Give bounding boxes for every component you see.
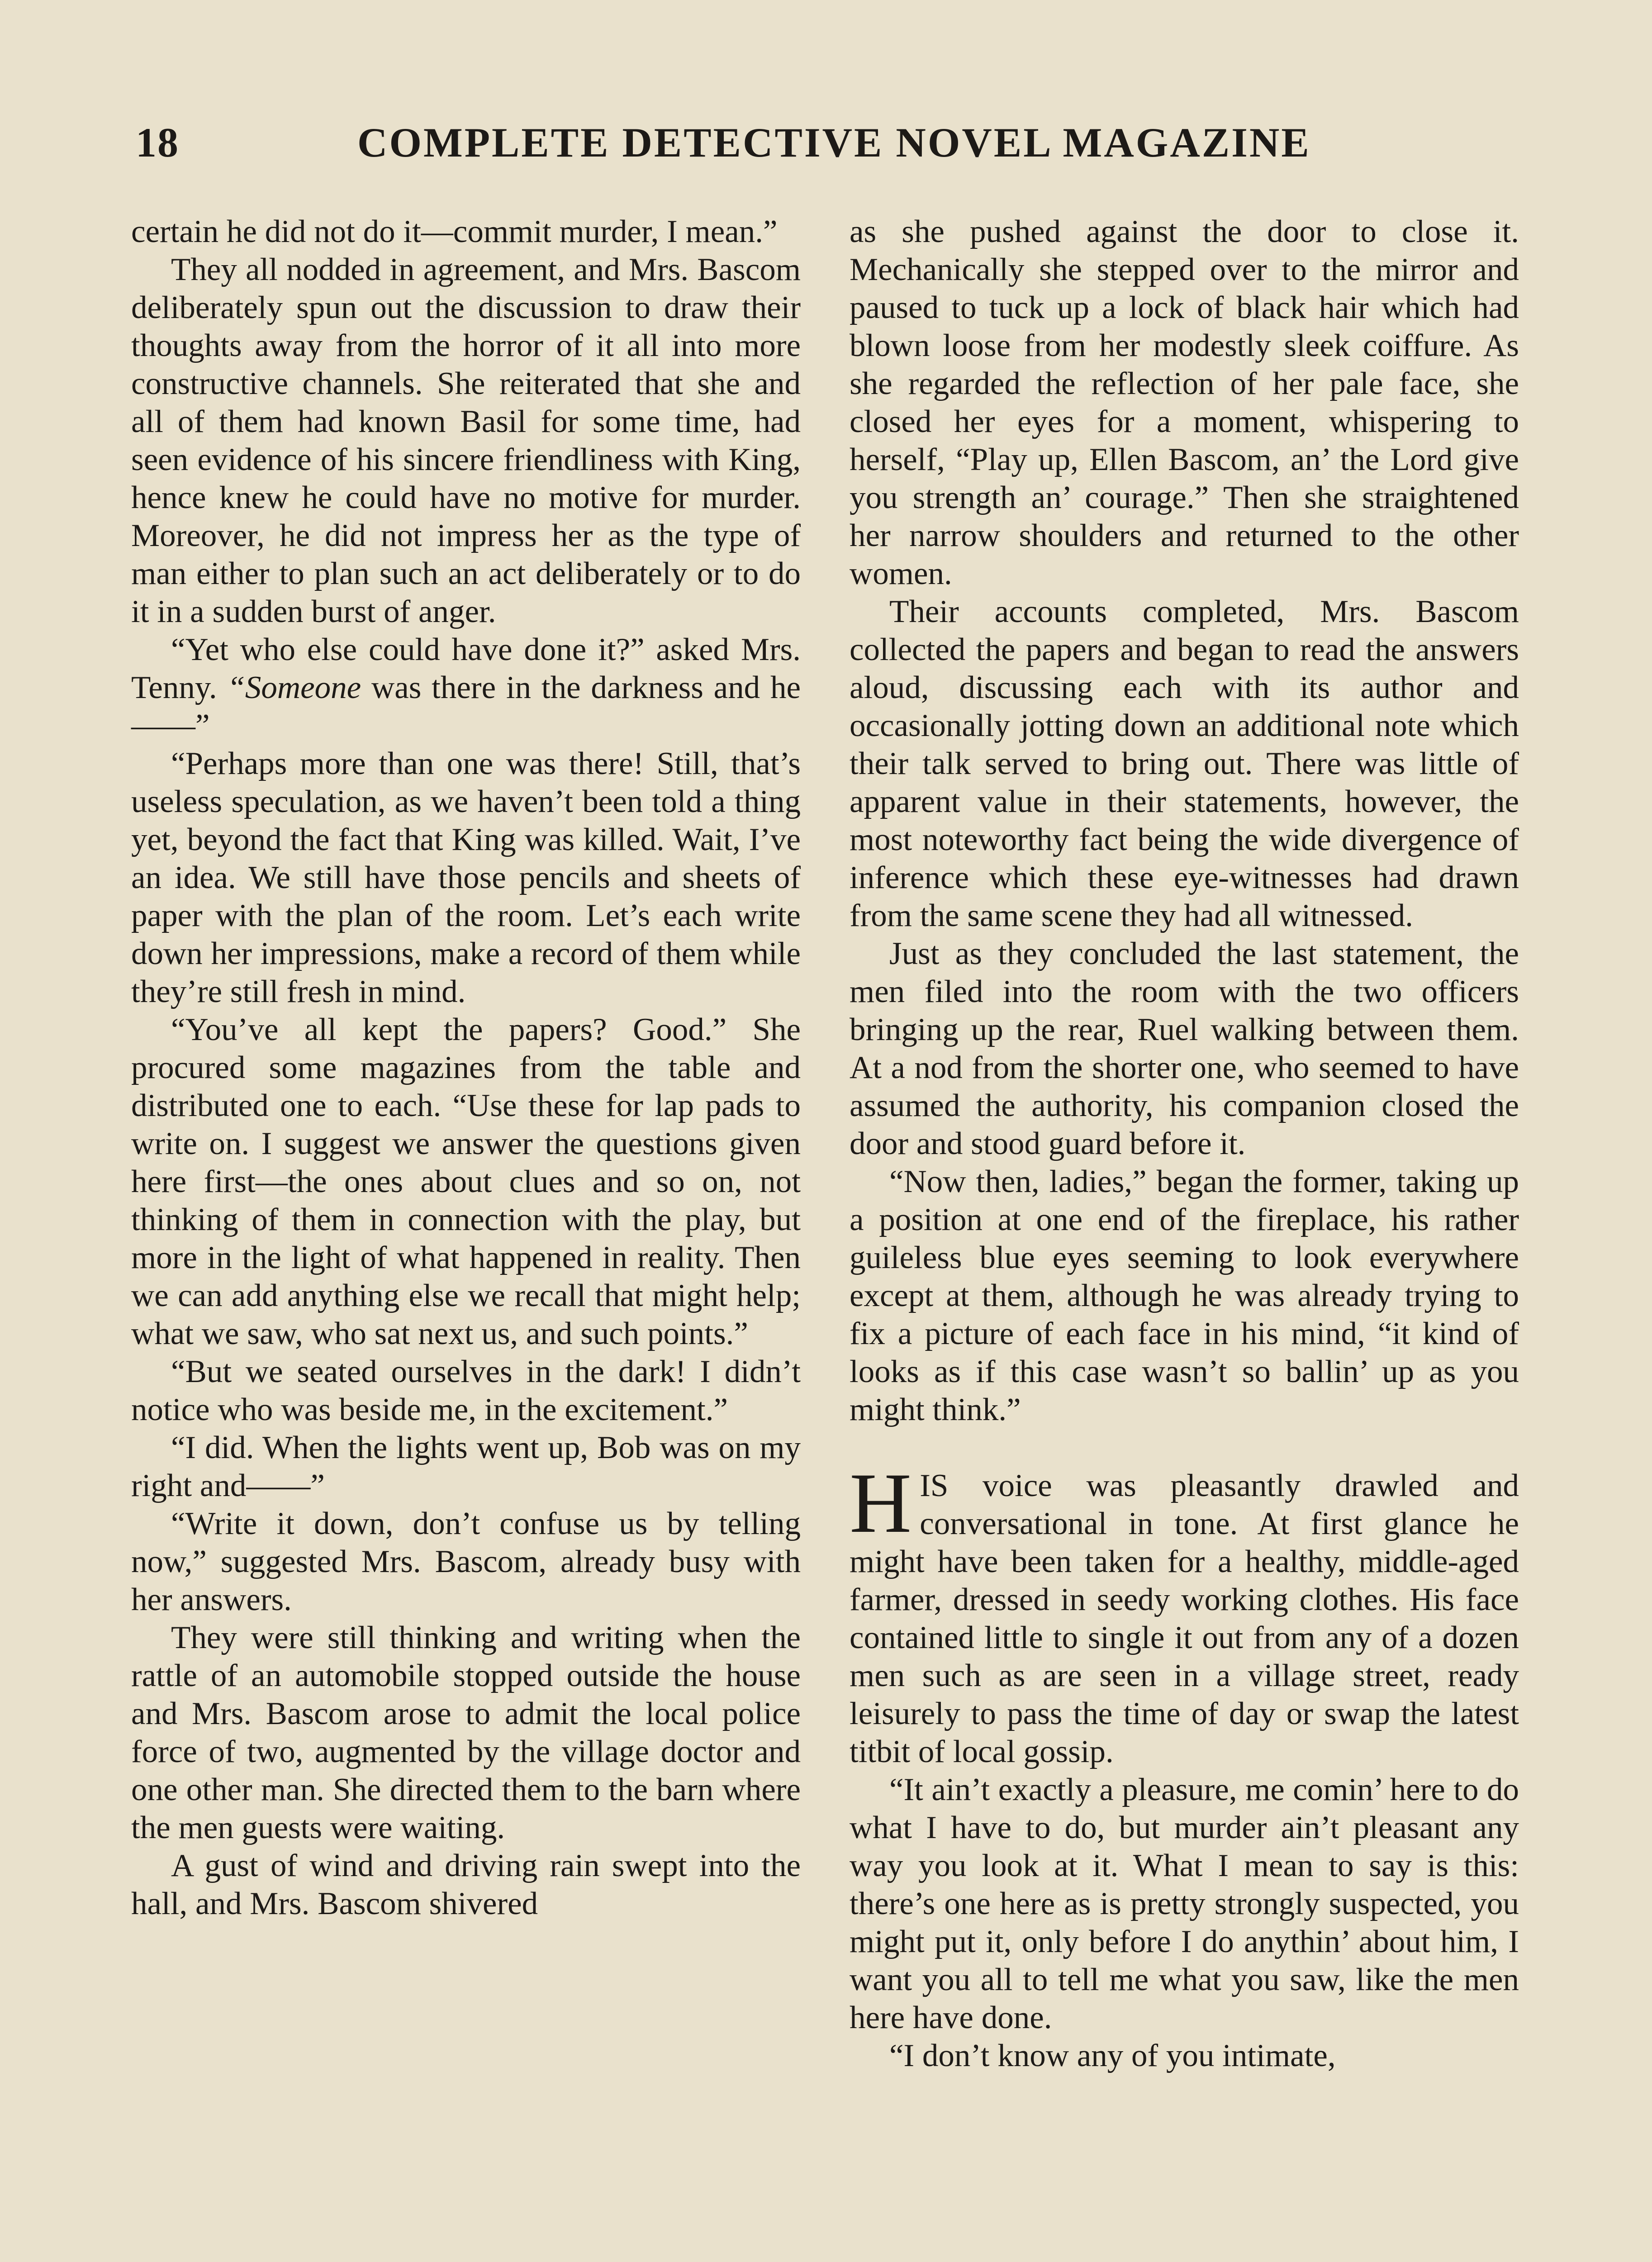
emphasized-word: “Someone <box>227 670 361 705</box>
paragraph: Just as they concluded the last statement, the men filed into the room with the two officers bringing up the rear, Ruel walking between them. At a nod from the shorter one, who seemed to have assumed the authority, his companion closed the door and stood guard before it. <box>850 936 1519 1161</box>
section-break <box>850 1429 1519 1467</box>
paragraph: as she pushed against the door to close it. Mechanically she stepped over to the mirror and paused to tuck up a lock of black hair which had blown loose from her modestly sleek coiffure. As she regarded the reflection of her pale face, she closed her eyes for a moment, whispering to herself, “Play up, Ellen Bascom, an’ the Lord give you strength an’ courage.” Then she straightened her narrow shoulders and returned to the other women. <box>850 214 1519 591</box>
paragraph: certain he did not do it—commit murder, I mean.” <box>131 214 778 249</box>
right-column <box>850 213 1519 2075</box>
paragraph: A gust of wind and driving rain swept into the hall, and Mrs. Bascom shivered <box>131 1848 801 1921</box>
paragraph: “I did. When the lights went up, Bob was on my right and——” <box>131 1430 801 1503</box>
paragraph <box>850 1456 1519 1771</box>
paragraph: They all nodded in agreement, and Mrs. Bascom deliberately spun out the discussion to draw their thoughts away from the horror of it all into more constructive channels. She reiterated that she and all of them had known Basil for some time, had seen evidence of his sincere friendliness with King, hence knew he could have no motive for murder. Moreover, he did not impress her as the type of man either to plan such an act deliberately or to do it in a sudden burst of anger. <box>131 252 801 629</box>
drop-cap: H <box>850 1456 912 1551</box>
dialogue-text: was there in the darkness and he——” <box>131 670 801 743</box>
paragraph: They were still thinking and writing when the rattle of an automobile stopped outside the house and Mrs. Bascom arose to admit the local police force of two, augmented by the village doctor and one other man. She directed them to the barn where the men guests were waiting. <box>131 1620 801 1845</box>
paragraph: “Now then, ladies,” began the former, taking up a position at one end of the fireplace, his rather guileless blue eyes seeming to look everywhere except at them, although he was already trying to fix a picture of each face in his mind, “it kind of looks as if this case wasn’t so ballin’ up as you might think.” <box>850 1164 1519 1427</box>
paragraph: “It ain’t exactly a pleasure, me comin’ here to do what I have to do, but murder ain’t pleasant any way you look at it. What I mean to say is this: there’s one here as is pretty strongly suspected, you might put it, only before I do anythin’ about him, I want you all to tell me what you saw, like the men here have done. <box>850 1772 1519 2035</box>
page-number: 18 <box>136 119 179 166</box>
paragraph: “Perhaps more than one was there! Still, that’s useless speculation, as we haven’t been told a thing yet, beyond the fact that King was killed. Wait, I’ve an idea. We still have those pencils and sheets of paper with the plan of the room. Let’s each write down her impressions, make a record of them while they’re still fresh in mind. <box>131 746 801 1009</box>
left-column <box>131 213 801 1923</box>
paragraph: “You’ve all kept the papers? Good.” She procured some magazines from the table and distributed one to each. “Use these for lap pads to write on. I suggest we answer the questions given here first—the ones about clues and so on, not thinking of them in connection with the play, but more in the light of what happened in reality. Then we can add anything else we recall that might help; what we saw, who sat next us, and such points.” <box>131 1012 801 1351</box>
paragraph: “I don’t know any of you intimate, <box>889 2038 1336 2073</box>
paragraph: “But we seated ourselves in the dark! I didn’t notice who was beside me, in the excitement.” <box>131 1354 801 1427</box>
paragraph: Their accounts completed, Mrs. Bascom collected the papers and began to read the answers aloud, discussing each with its author and occasionally jotting down an additional note which their talk served to bring out. There was little of apparent value in their statements, however, the most noteworthy fact being the wide divergence of inference which these eye-witnesses had drawn from the same scene they had all witnessed. <box>850 594 1519 933</box>
paragraph-text: IS voice was pleasantly drawled and conversational in tone. At first glance he might have been taken for a healthy, middle-aged farmer, dressed in seedy working clothes. His face contained little to single it out from any of a dozen men such as are seen in a village street, ready leisurely to pass the time of day or swap the latest titbit of local gossip. <box>850 1468 1519 1769</box>
page-header <box>136 119 1438 173</box>
running-head: COMPLETE DETECTIVE NOVEL MAGAZINE <box>357 119 1311 166</box>
paragraph: “Write it down, don’t confuse us by telling now,” suggested Mrs. Bascom, already busy with her answers. <box>131 1506 801 1617</box>
dialogue-text: “Yet who else could have done it?” asked Mrs. Tenny. <box>131 632 801 705</box>
paragraph <box>131 631 801 745</box>
